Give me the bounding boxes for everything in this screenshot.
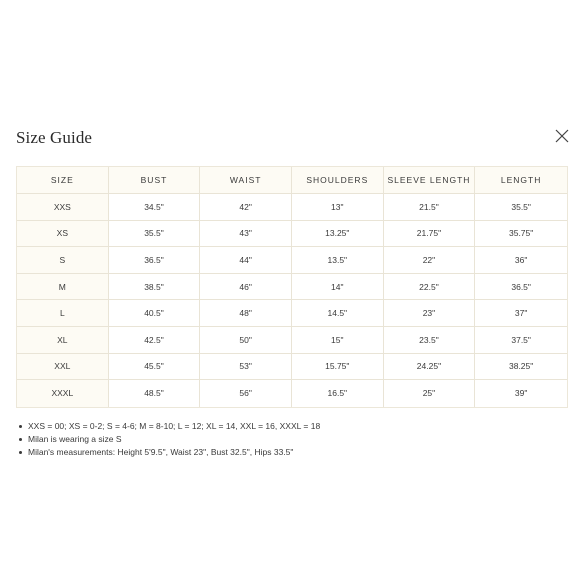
cell-length: 37.5" [475,327,567,354]
size-guide-modal [0,100,580,470]
cell-sleeve-length: 23" [384,300,476,327]
cell-sleeve-length: 21.75" [384,221,476,248]
close-icon[interactable] [553,127,571,145]
cell-sleeve-length: 22" [384,247,476,274]
header-sleeve-length: SLEEVE LENGTH [384,167,476,194]
cell-waist: 53" [200,354,292,381]
cell-bust: 42.5" [109,327,201,354]
table-row [17,327,567,354]
cell-shoulders: 15.75" [292,354,384,381]
cell-bust: 48.5" [109,380,201,407]
note-model-size: Milan is wearing a size S [18,433,320,446]
cell-shoulders: 15" [292,327,384,354]
header-waist: WAIST [200,167,292,194]
cell-sleeve-length: 23.5" [384,327,476,354]
cell-size: XL [17,327,109,354]
table-row [17,380,567,407]
cell-shoulders: 14" [292,274,384,301]
cell-waist: 43" [200,221,292,248]
table-row [17,300,567,327]
cell-waist: 56" [200,380,292,407]
cell-length: 36.5" [475,274,567,301]
note-size-conversion: XXS = 00; XS = 0-2; S = 4-6; M = 8-10; L = 12; XL = 14, XXL = 16, XXXL = 18 [18,420,320,433]
cell-shoulders: 16.5" [292,380,384,407]
note-model-measurements: Milan's measurements: Height 5'9.5", Waist 23", Bust 32.5", Hips 33.5" [18,446,320,459]
cell-size: XXL [17,354,109,381]
cell-sleeve-length: 21.5" [384,194,476,221]
cell-sleeve-length: 24.25" [384,354,476,381]
cell-size: XXXL [17,380,109,407]
cell-length: 36" [475,247,567,274]
cell-size: M [17,274,109,301]
cell-waist: 46" [200,274,292,301]
header-bust: BUST [109,167,201,194]
table-row [17,194,567,221]
cell-shoulders: 13" [292,194,384,221]
cell-size: XXS [17,194,109,221]
cell-bust: 34.5" [109,194,201,221]
size-table [16,166,568,408]
cell-bust: 36.5" [109,247,201,274]
cell-size: L [17,300,109,327]
cell-length: 35.75" [475,221,567,248]
header-size: SIZE [17,167,109,194]
cell-length: 38.25" [475,354,567,381]
cell-sleeve-length: 25" [384,380,476,407]
table-row [17,221,567,248]
cell-shoulders: 14.5" [292,300,384,327]
header-length: LENGTH [475,167,567,194]
cell-bust: 40.5" [109,300,201,327]
cell-length: 39" [475,380,567,407]
cell-bust: 38.5" [109,274,201,301]
table-header-row [17,167,567,194]
cell-shoulders: 13.25" [292,221,384,248]
cell-length: 37" [475,300,567,327]
cell-sleeve-length: 22.5" [384,274,476,301]
cell-bust: 45.5" [109,354,201,381]
header-shoulders: SHOULDERS [292,167,384,194]
table-row [17,354,567,381]
cell-waist: 48" [200,300,292,327]
cell-bust: 35.5" [109,221,201,248]
cell-waist: 50" [200,327,292,354]
cell-waist: 42" [200,194,292,221]
table-row [17,274,567,301]
cell-shoulders: 13.5" [292,247,384,274]
cell-size: XS [17,221,109,248]
cell-size: S [17,247,109,274]
cell-length: 35.5" [475,194,567,221]
modal-title: Size Guide [16,128,93,147]
table-row [17,247,567,274]
cell-waist: 44" [200,247,292,274]
size-notes [18,420,320,459]
